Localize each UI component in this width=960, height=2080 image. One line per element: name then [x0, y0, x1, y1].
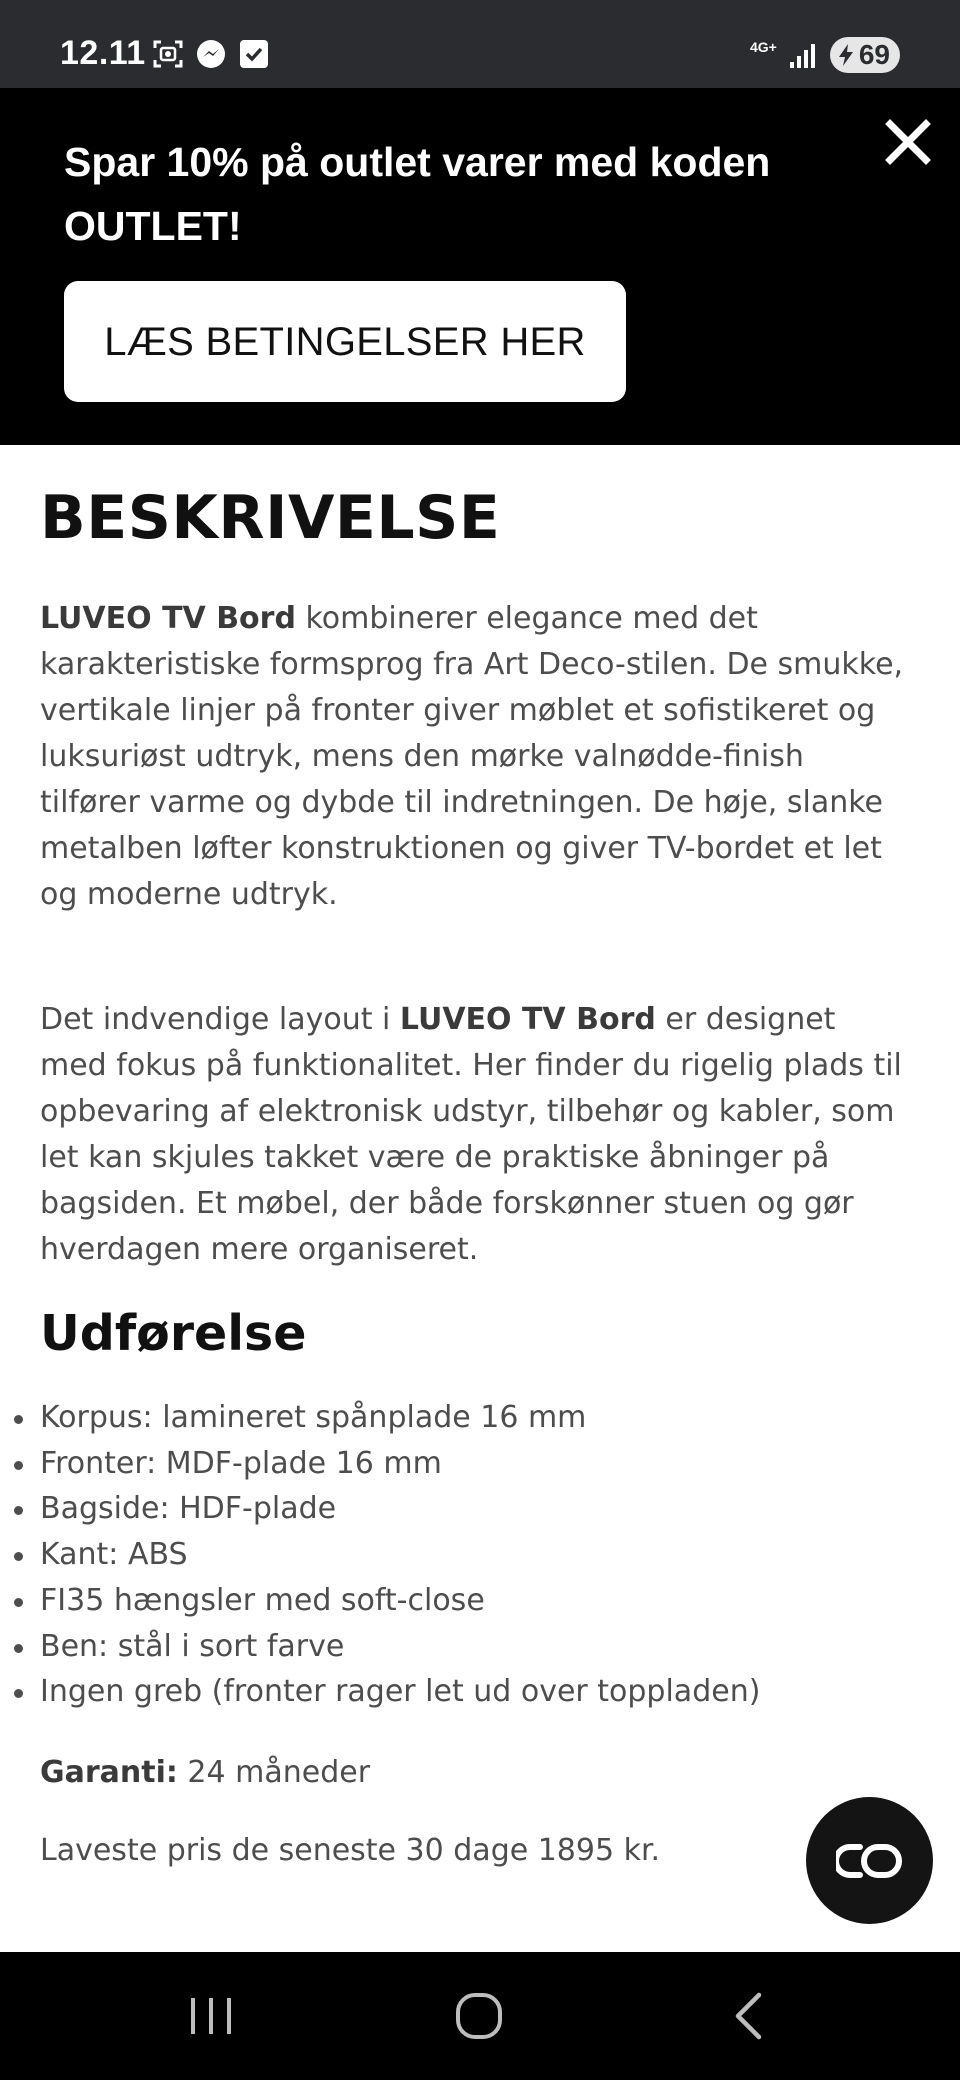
product-name: LUVEO TV Bord	[399, 1002, 656, 1037]
list-item: Kant: ABS	[40, 1532, 760, 1578]
close-icon[interactable]	[880, 114, 936, 170]
lowest-price: Laveste pris de seneste 30 dage 1895 kr.	[40, 1833, 661, 1868]
screenshot-icon	[152, 38, 184, 70]
home-icon[interactable]	[399, 1952, 559, 2080]
status-bar	[0, 0, 960, 88]
paragraph-2-start: Det indvendige layout i	[40, 1002, 400, 1037]
status-time: 12.11	[60, 34, 146, 72]
list-item: Korpus: lamineret spånplade 16 mm	[40, 1395, 760, 1441]
specs-heading: Udførelse	[40, 1305, 307, 1362]
product-name: LUVEO TV Bord	[40, 601, 296, 636]
back-icon[interactable]	[668, 1952, 828, 2080]
description-paragraph-2	[40, 997, 910, 1273]
list-item: Bagside: HDF-plade	[40, 1486, 760, 1532]
guarantee-value: 24 måneder	[177, 1755, 371, 1790]
paragraph-2-text: er designet med fokus på funktionalitet. Her finder du rigelig plads til opbevaring af elektronisk udstyr, tilbehør og kabler, som let kan skjules takket være de praktiske åbninger på bagsiden. Et møbel, der både forskønner stuen og gør hverdagen mere organiseret.	[40, 1002, 902, 1267]
guarantee	[40, 1755, 370, 1790]
list-item: Ben: stål i sort farve	[40, 1624, 760, 1670]
description-heading: BESKRIVELSE	[40, 483, 501, 553]
specs-list	[40, 1395, 760, 1715]
list-item: Ingen greb (fronter rager let ud over toppladen)	[40, 1669, 760, 1715]
system-nav-bar	[0, 1952, 960, 2080]
paragraph-1-text: kombinerer elegance med det karakteristiske formsprog fra Art Deco-stilen. De smukke, vertikale linjer på fronter giver møblet et sofistikeret og luksuriøst udtryk, mens den mørke valnødde-finish tilfører varme og dybde til indretningen. De høje, slanke metalben løfter konstruktionen og giver TV-bordet et let og moderne udtryk.	[40, 601, 904, 912]
chat-button[interactable]	[806, 1797, 933, 1924]
promo-banner	[0, 88, 960, 445]
list-item: Fronter: MDF-plade 16 mm	[40, 1441, 760, 1487]
chat-icon	[836, 1841, 903, 1881]
battery-level: 69	[858, 39, 890, 70]
messenger-icon	[195, 38, 227, 70]
recents-icon[interactable]	[131, 1952, 291, 2080]
battery-indicator	[830, 37, 900, 73]
signal-icon	[788, 42, 820, 74]
network-type: 4G+	[750, 39, 777, 55]
description-paragraph-1	[40, 596, 910, 918]
read-terms-button[interactable]: LÆS BETINGELSER HER	[64, 281, 626, 402]
promo-text: Spar 10% på outlet varer med koden OUTLET!	[64, 139, 771, 249]
list-item: FI35 hængsler med soft-close	[40, 1578, 760, 1624]
guarantee-label: Garanti:	[40, 1755, 178, 1790]
checkbox-icon	[238, 38, 270, 70]
